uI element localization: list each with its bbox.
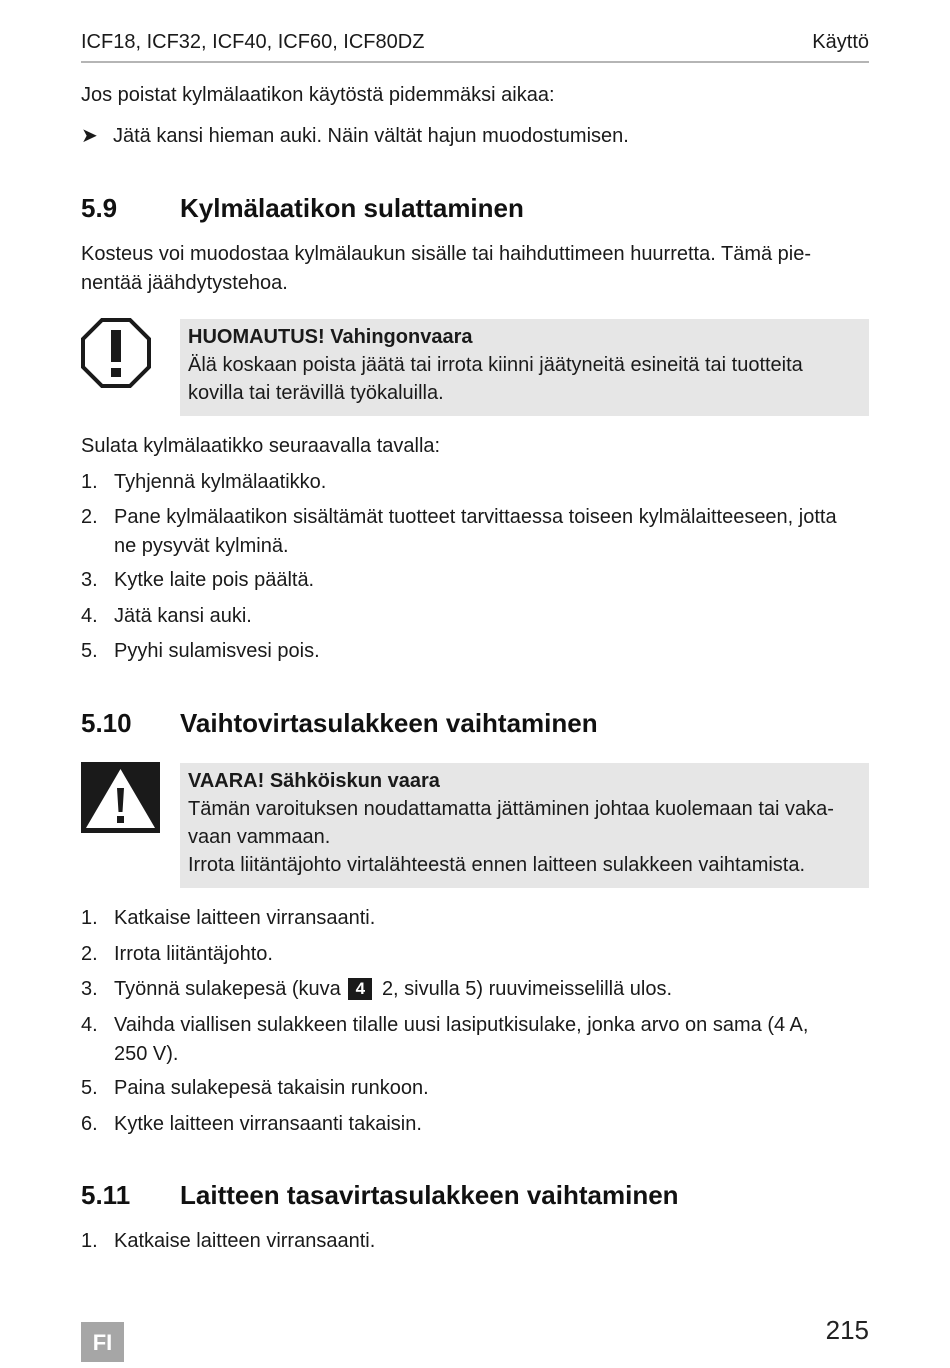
step-text: Kytke laitteen virransaanti takaisin. bbox=[114, 1113, 422, 1135]
paragraph-line: nentää jäähdytystehoa. bbox=[81, 272, 288, 294]
section-title: Kylmälaatikon sulattaminen bbox=[180, 193, 524, 223]
step-number: 3. bbox=[81, 978, 98, 1000]
section-title: Vaihtovirtasulakkeen vaihtaminen bbox=[180, 708, 598, 738]
step-text-line: Vaihda viallisen sulakkeen tilalle uusi lasiputkisulake, jonka arvo on sama (4 A, bbox=[114, 1014, 809, 1036]
notice-body-line: Älä koskaan poista jäätä tai irrota kiinni jäätyneitä esineitä tai tuotteita bbox=[188, 354, 803, 376]
step-text-line: Pane kylmälaatikon sisältämät tuotteet tarvittaessa toiseen kylmälaitteeseen, jotta bbox=[114, 506, 837, 528]
header-section: Käyttö bbox=[812, 31, 869, 53]
step-number: 4. bbox=[81, 1014, 98, 1036]
step-text bbox=[114, 503, 869, 561]
section-number: 5.11 bbox=[81, 1180, 131, 1210]
figure-reference-badge: 4 bbox=[348, 978, 372, 1000]
notice-body-line: kovilla tai terävillä työkaluilla. bbox=[188, 382, 444, 404]
notice-title: HUOMAUTUS! Vahingonvaara bbox=[188, 326, 473, 348]
paragraph-line: Kosteus voi muodostaa kylmälaukun sisälle tai haihduttimeen huurretta. Tämä pie- bbox=[81, 243, 812, 265]
warning-body-line: vaan vammaan. bbox=[188, 826, 331, 848]
step-number: 5. bbox=[81, 1077, 98, 1099]
step-number: 2. bbox=[81, 506, 98, 528]
step-number: 2. bbox=[81, 943, 98, 965]
warning-box bbox=[180, 763, 869, 888]
step-text: Katkaise laitteen virransaanti. bbox=[114, 1230, 376, 1252]
section-number: 5.10 bbox=[81, 708, 132, 738]
section-number: 5.9 bbox=[81, 193, 118, 223]
defrost-lead: Sulata kylmälaatikko seuraavalla tavalla: bbox=[81, 435, 441, 457]
step-text bbox=[114, 975, 869, 1004]
intro-bullet-text: Jätä kansi hieman auki. Näin vältät hajun muodostumisen. bbox=[113, 125, 629, 147]
step-number: 1. bbox=[81, 907, 98, 929]
section-title: Laitteen tasavirtasulakkeen vaihtaminen bbox=[180, 1180, 679, 1210]
warning-triangle-icon bbox=[81, 762, 160, 838]
running-header bbox=[81, 31, 869, 63]
warning-title: VAARA! Sähköiskun vaara bbox=[188, 770, 440, 792]
section-5-9-paragraph bbox=[81, 240, 869, 298]
step-text: Pyyhi sulamisvesi pois. bbox=[114, 640, 320, 662]
step-text-part: Työnnä sulakepesä (kuva bbox=[114, 978, 341, 1000]
step-number: 3. bbox=[81, 569, 98, 591]
warning-body-line: Tämän varoituksen noudattamatta jättäminen johtaa kuolemaan tai vaka- bbox=[188, 798, 834, 820]
header-models: ICF18, ICF32, ICF40, ICF60, ICF80DZ bbox=[81, 31, 425, 53]
step-text: Kytke laite pois päältä. bbox=[114, 569, 315, 591]
step-text-line: 250 V). bbox=[114, 1043, 179, 1065]
language-tab: FI bbox=[81, 1322, 124, 1362]
step-text: Tyhjennä kylmälaatikko. bbox=[114, 471, 327, 493]
notice-box bbox=[180, 319, 869, 416]
step-text: Irrota liitäntäjohto. bbox=[114, 943, 273, 965]
arrow-bullet-icon: ➤ bbox=[81, 125, 98, 147]
step-number: 6. bbox=[81, 1113, 98, 1135]
warning-body-line: Irrota liitäntäjohto virtalähteestä ennen laitteen sulakkeen vaihtamista. bbox=[188, 854, 806, 876]
step-text: Jätä kansi auki. bbox=[114, 605, 252, 627]
step-text-part: 2, sivulla 5) ruuvimeisselillä ulos. bbox=[381, 978, 673, 1000]
step-number: 1. bbox=[81, 1230, 98, 1252]
step-number: 5. bbox=[81, 640, 98, 662]
step-text-line: ne pysyvät kylminä. bbox=[114, 535, 289, 557]
notice-octagon-icon bbox=[81, 318, 151, 393]
step-text: Katkaise laitteen virransaanti. bbox=[114, 907, 376, 929]
step-number: 4. bbox=[81, 605, 98, 627]
page-number: 215 bbox=[825, 1315, 869, 1345]
step-text bbox=[114, 1011, 869, 1069]
step-number: 1. bbox=[81, 471, 98, 493]
intro-text: Jos poistat kylmälaatikon käytöstä pidemmäksi aikaa: bbox=[81, 84, 555, 106]
step-text: Paina sulakepesä takaisin runkoon. bbox=[114, 1077, 429, 1099]
